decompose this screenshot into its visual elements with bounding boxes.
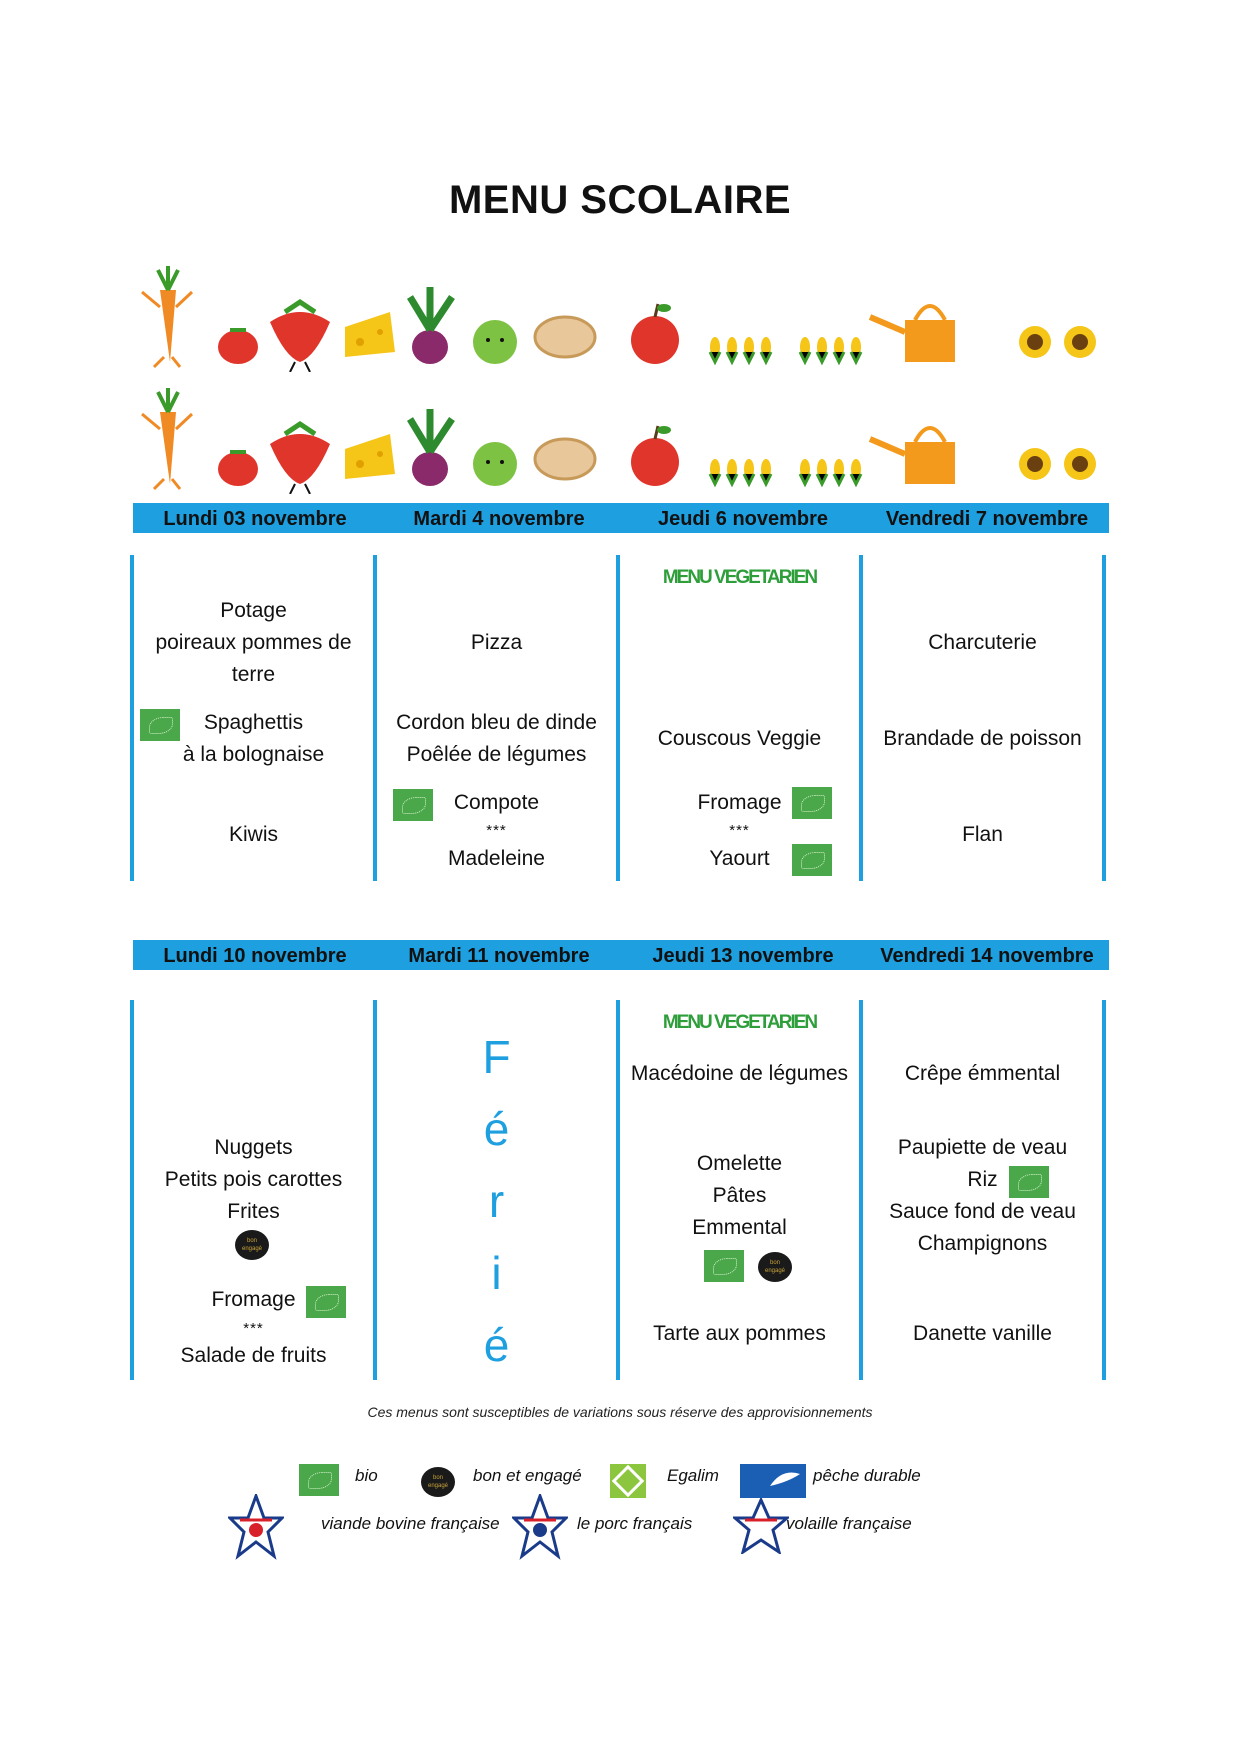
bon-engage-icon [235, 1230, 269, 1260]
beet-icon [410, 409, 452, 486]
bread-icon [535, 317, 595, 357]
separator: *** [243, 1320, 264, 1337]
menu-thursday-06 [616, 555, 859, 881]
menu-item: Poêlée de légumes [406, 743, 587, 766]
legend-bovine: viande bovine française [321, 1514, 500, 1533]
food-decorations [140, 262, 1110, 372]
menu-item: Fromage [211, 1288, 296, 1311]
menu-item: Couscous Veggie [657, 727, 822, 750]
msc-peche-durable-icon [740, 1464, 806, 1498]
legend-volaille: volaille française [786, 1514, 912, 1533]
apple-face-icon [473, 320, 517, 364]
disclaimer-note: Ces menus sont susceptibles de variations sous réserve des approvisionnements [367, 1404, 873, 1420]
carrot-icon [142, 388, 192, 489]
legend-egalim: Egalim [667, 1466, 719, 1485]
menu-item: Potage [220, 599, 287, 622]
menu-item: Danette vanille [913, 1322, 1052, 1345]
tomato-icon [218, 452, 258, 486]
vegetarian-tag: MENU VEGETARIEN [662, 1012, 817, 1033]
menu-item: poireaux pommes de [155, 631, 352, 654]
ferie-letter: r [488, 1175, 505, 1227]
menu-item: Tarte aux pommes [653, 1322, 826, 1345]
menu-tuesday-04 [373, 555, 616, 881]
menu-item: Omelette [696, 1152, 783, 1175]
menu-friday-14 [859, 1000, 1106, 1380]
apple-icon [631, 304, 679, 364]
bio-label-icon [792, 844, 832, 876]
ferie-letter: é [483, 1319, 510, 1371]
watering-can-icon [870, 428, 955, 484]
cheese-icon [345, 434, 395, 479]
day-label: Mardi 11 novembre [408, 945, 590, 967]
bio-label-icon [299, 1464, 339, 1496]
corn-icon [800, 459, 861, 484]
decoration-row [140, 262, 1110, 372]
legend-porc: le porc français [577, 1514, 693, 1533]
menu-item: Spaghettis [203, 711, 304, 734]
menu-item: Cordon bleu de dinde [396, 711, 597, 734]
apple-face-icon [473, 442, 517, 486]
week1-day-header [133, 503, 1109, 533]
day-label: Jeudi 13 novembre [652, 945, 834, 967]
menu-monday-10 [130, 1000, 373, 1380]
menu-item: Salade de fruits [180, 1344, 327, 1367]
week2-day-header [133, 940, 1109, 970]
menu-tuesday-11 [373, 1000, 616, 1380]
menu-item: Crêpe émmental [904, 1062, 1061, 1085]
day-label: Mardi 4 novembre [413, 508, 585, 530]
ferie-letter: F [482, 1031, 511, 1083]
separator: *** [486, 822, 507, 839]
day-label: Vendredi 14 novembre [880, 945, 1094, 967]
ferie-letter: é [483, 1103, 510, 1155]
bio-label-icon [792, 787, 832, 819]
legend-bon-engage: bon et engagé [473, 1466, 582, 1485]
apple-icon [631, 426, 679, 486]
menu-item: Riz [967, 1168, 998, 1191]
menu-item: terre [231, 663, 276, 686]
cheese-icon [345, 312, 395, 357]
sunflower-icon [1019, 326, 1051, 358]
volaille-francaise-icon [733, 1498, 789, 1554]
strawberry-icon [270, 302, 330, 372]
menu-item: Sauce fond de veau [889, 1200, 1076, 1223]
corn-icon [710, 459, 771, 484]
menu-item: Brandade de poisson [883, 727, 1082, 750]
menu-friday-07 [859, 555, 1106, 881]
carrot-icon [142, 266, 192, 367]
legend-peche: pêche durable [813, 1466, 921, 1485]
legend-bio: bio [355, 1466, 378, 1485]
page-title: MENU SCOLAIRE [448, 178, 792, 222]
day-label: Vendredi 7 novembre [885, 508, 1089, 530]
menu-item: Champignons [917, 1232, 1048, 1255]
menu-item: à la bolognaise [182, 743, 325, 766]
viande-bovine-francaise-icon [228, 1494, 284, 1566]
tomato-icon [218, 330, 258, 364]
menu-item: Flan [962, 823, 1003, 846]
sunflower-icon [1019, 448, 1051, 480]
menu-item: Emmental [692, 1216, 787, 1239]
separator: *** [729, 822, 750, 839]
decoration-row [140, 384, 1110, 494]
beet-icon [410, 287, 452, 364]
week1-menu [130, 555, 1112, 881]
bio-label-icon [1009, 1166, 1049, 1198]
sunflower-icon [1064, 326, 1096, 358]
ferie-letter: i [491, 1247, 502, 1299]
menu-item: Kiwis [228, 823, 278, 846]
corn-icon [710, 337, 771, 362]
menu-monday-03 [130, 555, 373, 881]
menu-item: Petits pois carottes [164, 1168, 343, 1191]
bon-engage-icon [758, 1252, 792, 1282]
menu-item: Frites [227, 1200, 280, 1223]
week2-menu [130, 1000, 1112, 1380]
bread-icon [535, 439, 595, 479]
egalim-icon [610, 1464, 646, 1498]
menu-item: Macédoine de légumes [630, 1062, 849, 1085]
menu-item: Yaourt [709, 847, 770, 870]
corn-icon [800, 337, 861, 362]
menu-item: Pâtes [712, 1184, 767, 1207]
menu-item: Fromage [697, 791, 782, 814]
menu-item: Nuggets [214, 1136, 293, 1159]
day-label: Lundi 03 novembre [163, 508, 347, 530]
menu-item: Pizza [470, 631, 523, 654]
porc-francais-icon [512, 1494, 568, 1566]
menu-item: Madeleine [448, 847, 545, 870]
day-label: Jeudi 6 novembre [657, 508, 829, 530]
bio-label-icon [704, 1250, 744, 1282]
day-label: Lundi 10 novembre [163, 945, 347, 967]
bon-engage-icon [421, 1467, 455, 1497]
food-decorations [140, 384, 1110, 494]
menu-thursday-13 [616, 1000, 859, 1380]
menu-item: Paupiette de veau [897, 1136, 1068, 1159]
vegetarian-tag: MENU VEGETARIEN [662, 567, 817, 588]
sunflower-icon [1064, 448, 1096, 480]
menu-item: Compote [453, 791, 540, 814]
menu-item: Charcuterie [928, 631, 1037, 654]
watering-can-icon [870, 306, 955, 362]
strawberry-icon [270, 424, 330, 494]
bio-label-icon [306, 1286, 346, 1318]
